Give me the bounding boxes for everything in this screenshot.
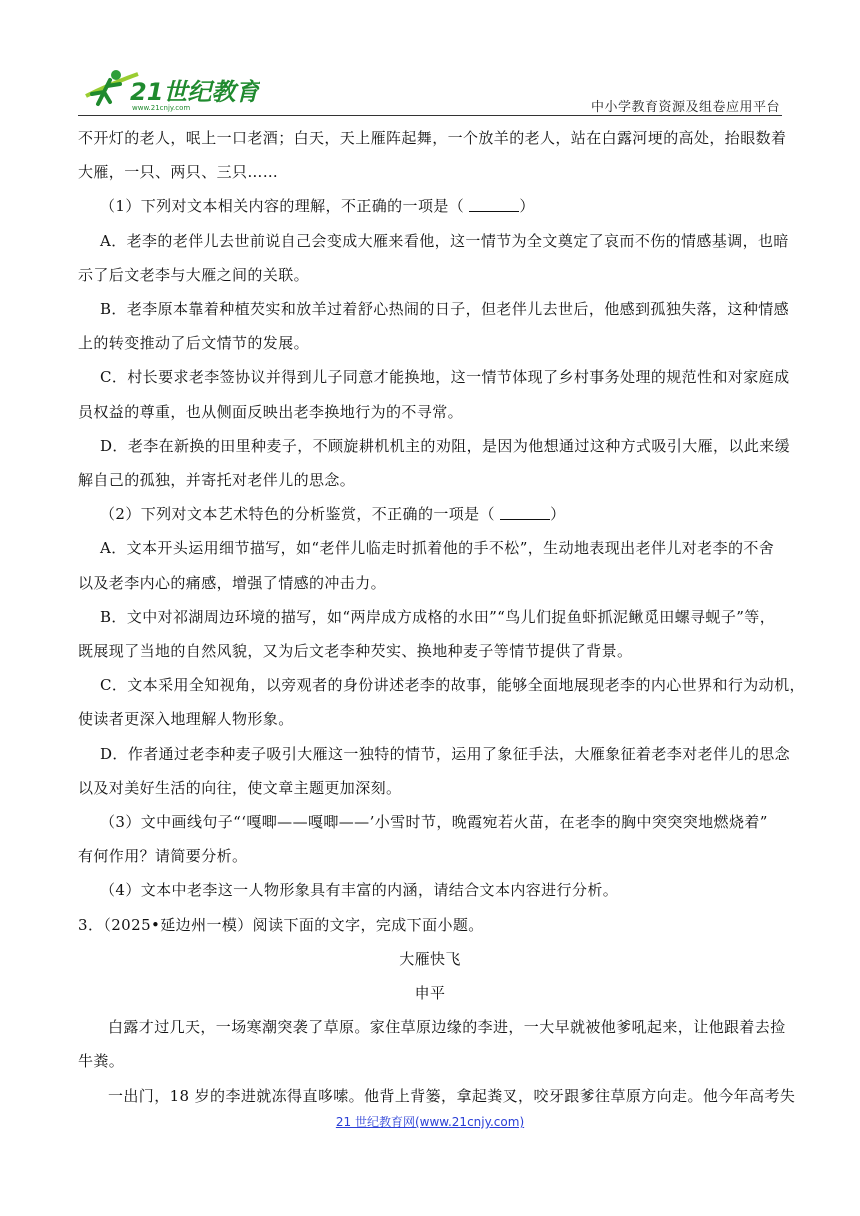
document-body [78,121,805,1113]
logo-url: www.21cnjy.com [132,104,191,112]
close-paren: ） [519,197,535,216]
option-d-line2: 以及对美好生活的向往，使文章主题更加深刻。 [78,778,402,797]
option-a-line2: 示了后文老李与大雁之间的关联。 [78,265,310,284]
question-3-line1: （3）文中画线句子“‘嘎唧——嘎唧——’小雪时节，晚霞宛若火苗，在老李的胸中突突突地燃烧着” [100,813,768,832]
article-author: 申平 [414,984,446,1003]
question-3-line2: 有何作用？请简要分析。 [78,847,248,866]
page-footer [0,1113,860,1130]
paragraph-1-line2: 牛粪。 [78,1052,125,1071]
option-c-line1: C．村长要求老李签协议并得到儿子同意才能换地，这一情节体现了乡村事务处理的规范性和对家庭成 [100,368,790,387]
question-1-text: （1）下列对文本相关内容的理解，不正确的一项是（ [100,197,465,216]
option-a-line2: 以及老李内心的痛感，增强了情感的冲击力。 [78,573,387,592]
option-d-line1: D．老李在新换的田里种麦子，不顾旋耕机机主的劝阻，是因为他想通过这种方式吸引大雁，以此来缓 [100,436,791,455]
runner-logo-icon [80,66,260,112]
option-c-line1: C．文本采用全知视角，以旁观者的身份讲述老李的故事，能够全面地展现老李的内心世界和行为动机， [100,676,805,695]
question-3-header: 3．（2025•延边州一模）阅读下面的文字，完成下面小题。 [78,915,484,934]
footer-link[interactable]: 21 世纪教育网(www.21cnjy.com) [335,1115,525,1129]
option-b-line2: 既展现了当地的自然风貌，又为后文老李种芡实、换地种麦子等情节提供了背景。 [78,642,633,661]
option-a-line1: A．老李的老伴儿去世前说自己会变成大雁来看他，这一情节为全文奠定了哀而不伤的情感基调，也暗 [100,231,789,250]
page-header [78,66,782,116]
option-b-line1: B．文中对祁湖周边环境的描写，如“两岸成方成格的水田”“鸟儿们捉鱼虾抓泥鳅觅田螺寻蚬子”等， [100,607,776,626]
paragraph-1-line1: 白露才过几天，一场寒潮突袭了草原。家住草原边缘的李进，一大早就被他爹吼起来，让他跟着去捡 [108,1018,786,1037]
option-c-line2: 使读者更深入地理解人物形象。 [78,710,294,729]
text-line: 不开灯的老人，呡上一口老酒；白天，天上雁阵起舞，一个放羊的老人，站在白露河埂的高处，抬眼数着 [78,129,787,147]
option-b-line2: 上的转变推动了后文情节的发展。 [78,334,310,353]
article-title: 大雁快飞 [399,949,461,968]
question-2-text: （2）下列对文本艺术特色的分析鉴赏，不正确的一项是（ [100,505,495,524]
text-line: 大雁，一只、两只、三只…… [78,163,279,182]
answer-blank[interactable] [500,505,550,520]
answer-blank[interactable] [469,197,519,212]
option-b-line1: B．老李原本靠着种植芡实和放羊过着舒心热闹的日子，但老伴儿去世后，他感到孤独失落，这种情感 [100,300,790,319]
option-c-line2: 员权益的尊重，也从侧面反映出老李换地行为的不寻常。 [78,402,464,421]
paragraph-2-line1: 一出门，18 岁的李进就冻得直哆嗦。他背上背篓，拿起粪叉，咬牙跟爹往草原方向走。他今年高考失 [108,1086,796,1105]
option-d-line1: D．作者通过老李种麦子吸引大雁这一独特的情节，运用了象征手法，大雁象征着老李对老伴儿的思念 [100,744,791,763]
brand-logo[interactable] [80,66,260,112]
question-2-stem [78,497,782,531]
option-a-line1: A．文本开头运用细节描写，如“老伴儿临走时抓着他的手不松”，生动地表现出老伴儿对老李的不舍 [100,539,775,558]
logo-text: 21世纪教育 [130,78,260,106]
platform-name: 中小学教育资源及组卷应用平台 [590,100,780,115]
close-paren: ） [550,505,566,524]
option-d-line2: 解自己的孤独，并寄托对老伴儿的思念。 [78,471,356,490]
header-divider [78,115,782,116]
question-1-stem [78,189,782,223]
question-4: （4）文本中老李这一人物形象具有丰富的内涵，请结合文本内容进行分析。 [100,881,619,900]
